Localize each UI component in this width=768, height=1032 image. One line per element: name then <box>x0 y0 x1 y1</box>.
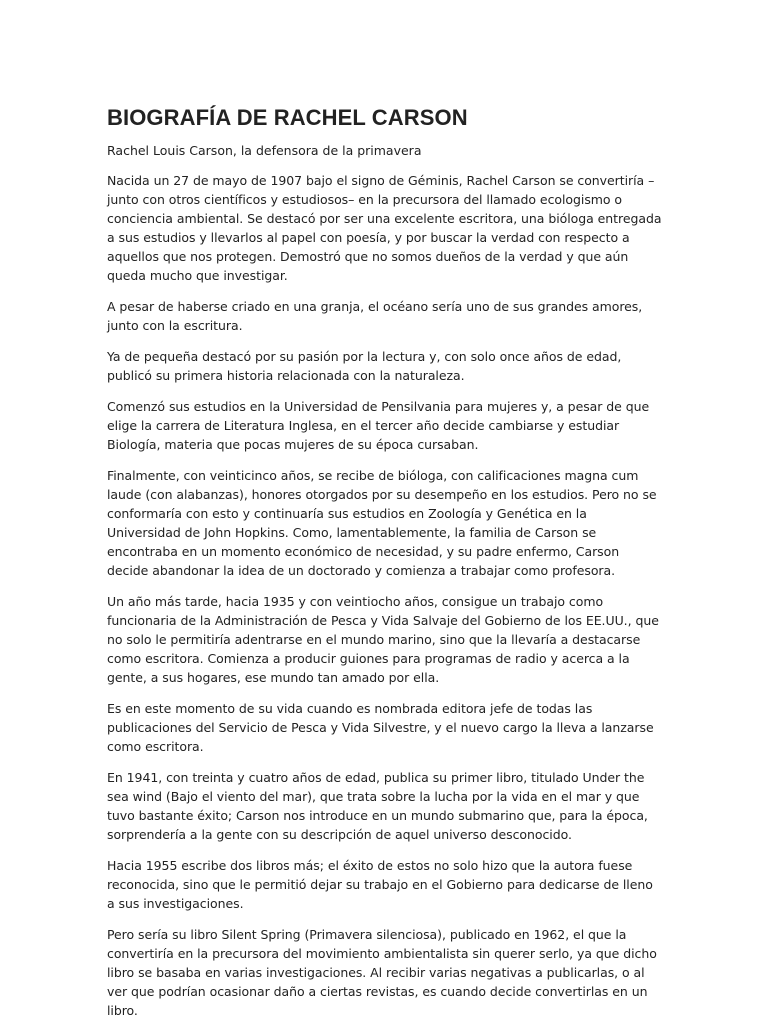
paragraph-silent-spring: Pero sería su libro Silent Spring (Primavera silenciosa), publicado en 1962, el que la convertiría en la precursora del movimiento ambientalista sin querer serlo, ya que dicho libro se basaba en varias investigaciones. Al recibir varias negativas a publicarlas, o al ver que podrían ocasionar daño a ciertas revistas, es cuando decide convertirlas en un libro. <box>107 927 657 1018</box>
paragraph-university: Comenzó sus estudios en la Universidad de Pensilvania para mujeres y, a pesar de que elige la carrera de Literatura Inglesa, en el tercer año decide cambiarse y estudiar Biología, materia que pocas mujeres de su época cursaban. <box>107 399 650 452</box>
paragraph-birth: Nacida un 27 de mayo de 1907 bajo el signo de Géminis, Rachel Carson se convertiría –junto con otros científicos y estudiosos– en la precursora del llamado ecologismo o conciencia ambiental. Se destacó por ser una excelente escritora, una bióloga entregada a sus estudios y llevarlos al papel con poesía, y por buscar la verdad con respecto a aquellos que nos protegen. Demostró que no somos dueños de la verdad y que aún queda mucho que investigar. <box>107 173 662 283</box>
paragraph-1955: Hacia 1955 escribe dos libros más; el éxito de estos no solo hizo que la autora fuese reconocida, sino que le permitió dejar su trabajo en el Gobierno para dedicarse de lleno a sus investigaciones. <box>107 858 653 911</box>
paragraph-childhood: Ya de pequeña destacó por su pasión por la lectura y, con solo once años de edad, publicó su primera historia relacionada con la naturaleza. <box>107 349 622 383</box>
paragraph-editor: Es en este momento de su vida cuando es nombrada editora jefe de todas las publicaciones del Servicio de Pesca y Vida Silvestre, y el nuevo cargo la lleva a lanzarse como escritora. <box>107 701 654 754</box>
paragraph-first-book: En 1941, con treinta y cuatro años de edad, publica su primer libro, titulado Under the sea wind (Bajo el viento del mar), que trata sobre la lucha por la vida en el mar y que tuvo bastante éxito; Carson nos introduce en un mundo submarino que, para la época, sorprendería a la gente con su descripción de aquel universo desconocido. <box>107 770 648 842</box>
paragraph-farm: A pesar de haberse criado en una granja, el océano sería uno de sus grandes amores, junto con la escritura. <box>107 299 643 333</box>
page-title: BIOGRAFÍA DE RACHEL CARSON <box>107 105 468 130</box>
document-page <box>107 104 663 1032</box>
paragraph-graduation: Finalmente, con veinticinco años, se recibe de bióloga, con calificaciones magna cum laude (con alabanzas), honores otorgados por su desempeño en los estudios. Pero no se conformaría con esto y continuaría sus estudios en Zoología y Genética en la Universidad de John Hopkins. Como, lamentablemente, la familia de Carson se encontraba en un momento económico de necesidad, y su padre enfermo, Carson decide abandonar la idea de un doctorado y comienza a trabajar como profesora. <box>107 468 657 578</box>
paragraph-first-job: Un año más tarde, hacia 1935 y con veintiocho años, consigue un trabajo como funcionaria de la Administración de Pesca y Vida Salvaje del Gobierno de los EE.UU., que no solo le permitiría adentrarse en el mundo marino, sino que la llevaría a destacarse como escritora. Comienza a producir guiones para programas de radio y acerca a la gente, a sus hogares, ese mundo tan amado por ella. <box>107 594 659 685</box>
subtitle: Rachel Louis Carson, la defensora de la primavera <box>107 143 422 158</box>
